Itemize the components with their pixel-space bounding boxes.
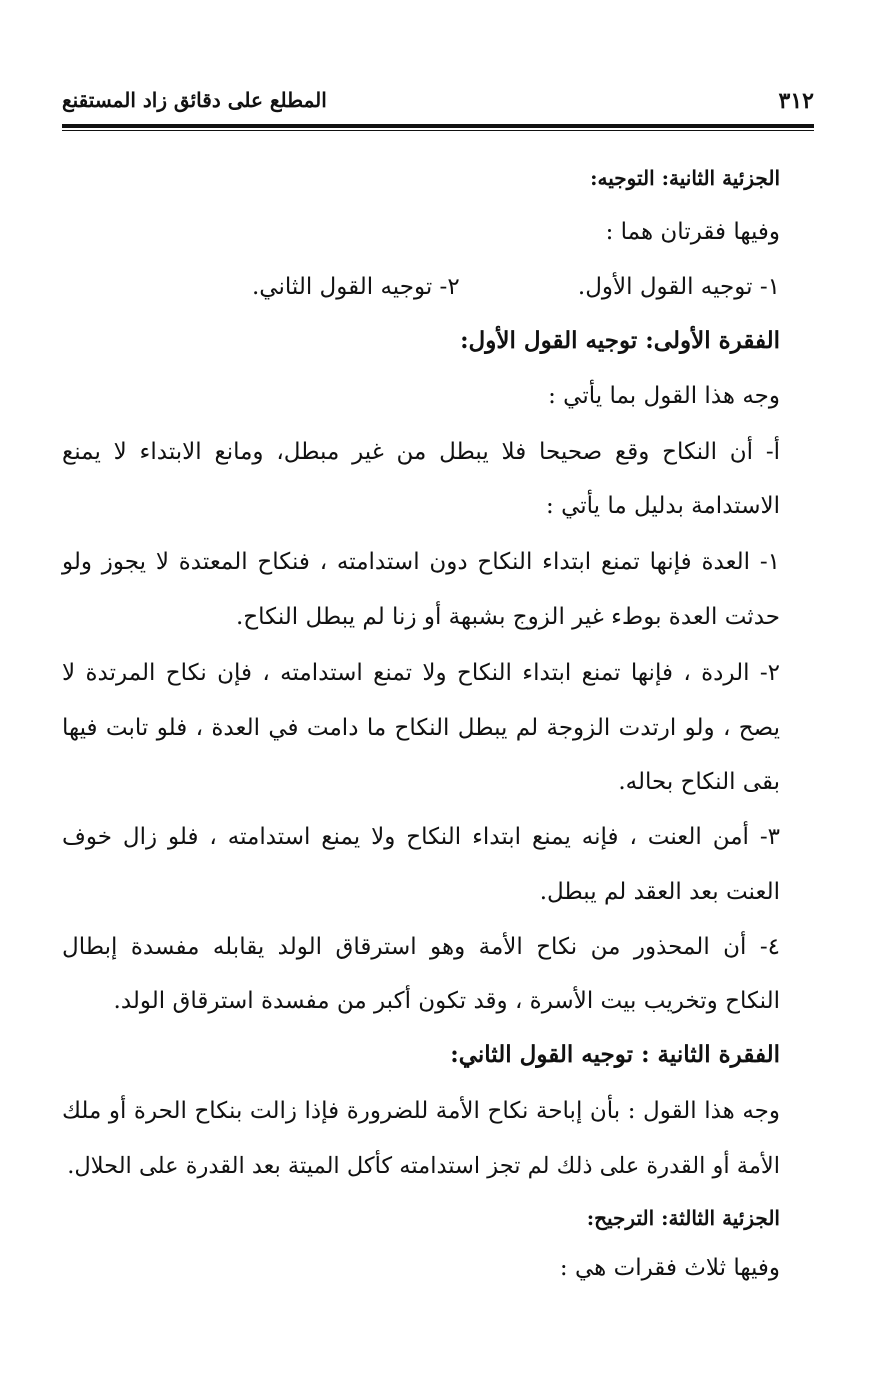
text-line-n2-2: يصح ، ولو ارتدت الزوجة لم يبطل النكاح ما دامت في العدة ، فلو تابت فيها xyxy=(62,715,780,741)
header-rule-thick xyxy=(62,124,814,128)
section-heading-para1: الفقرة الأولى: توجيه القول الأول: xyxy=(460,327,780,354)
section-heading-part2: الجزئية الثانية: التوجيه: xyxy=(590,166,780,190)
text-line-a1: أ- أن النكاح وقع صحيحا فلا يبطل من غير مبطل، ومانع الابتداء لا يمنع xyxy=(62,439,780,465)
section-heading-part3: الجزئية الثالثة: الترجيح: xyxy=(586,1206,780,1230)
paragraph-intro-part2: وفيها فقرتان هما : xyxy=(605,219,780,245)
text-line-a2: الاستدامة بدليل ما يأتي : xyxy=(546,493,780,519)
text-line-n3-1: ٣- أمن العنت ، فإنه يمنع ابتداء النكاح ولا يمنع استدامته ، فلو زال خوف xyxy=(62,824,780,850)
text-line-n4-2: النكاح وتخريب بيت الأسرة ، وقد تكون أكبر من مفسدة استرقاق الولد. xyxy=(113,988,780,1014)
paragraph-intro-part3: وفيها ثلاث فقرات هي : xyxy=(559,1255,780,1281)
header-rule-thin xyxy=(62,130,814,131)
list-item-1: ١- توجيه القول الأول. xyxy=(577,274,780,300)
page-header xyxy=(62,78,814,116)
section-heading-para2: الفقرة الثانية : توجيه القول الثاني: xyxy=(450,1041,780,1068)
text-line-p2-1: وجه هذا القول : بأن إباحة نكاح الأمة للضرورة فإذا زالت بنكاح الحرة أو ملك xyxy=(62,1098,780,1124)
text-line-p2-2: الأمة أو القدرة على ذلك لم تجز استدامته كأكل الميتة بعد القدرة على الحلال. xyxy=(67,1153,780,1179)
text-line-n4-1: ٤- أن المحذور من نكاح الأمة وهو استرقاق الولد يقابله مفسدة إبطال xyxy=(62,934,780,960)
text-line-n3-2: العنت بعد العقد لم يبطل. xyxy=(539,879,780,905)
text-line-n2-3: بقى النكاح بحاله. xyxy=(618,769,780,795)
book-title: المطلع على دقائق زاد المستقنع xyxy=(62,88,327,112)
paragraph-para1-intro: وجه هذا القول بما يأتي : xyxy=(548,383,780,409)
text-line-n2-1: ٢- الردة ، فإنها تمنع ابتداء النكاح ولا تمنع استدامته ، فإن نكاح المرتدة لا xyxy=(62,660,780,686)
list-row-items xyxy=(62,272,780,302)
list-item-2: ٢- توجيه القول الثاني. xyxy=(252,274,460,300)
page-number: ٣١٢ xyxy=(778,88,814,114)
text-line-n1-2: حدثت العدة بوطء غير الزوج بشبهة أو زنا لم يبطل النكاح. xyxy=(235,604,780,630)
text-line-n1-1: ١- العدة فإنها تمنع ابتداء النكاح دون استدامته ، فنكاح المعتدة لا يجوز ولو xyxy=(62,549,780,575)
